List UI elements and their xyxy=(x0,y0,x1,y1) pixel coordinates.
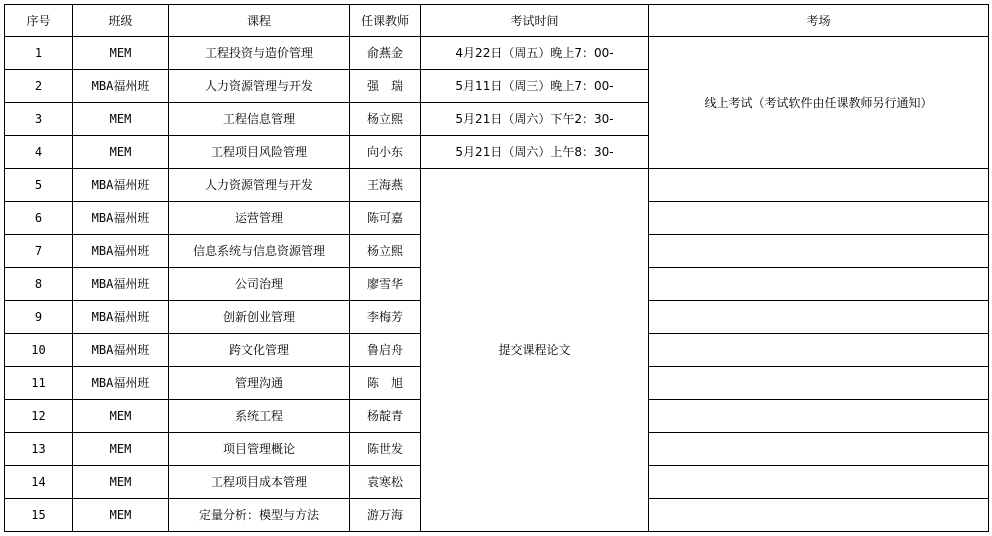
cell-teacher[interactable]: 李梅芳 xyxy=(350,301,421,334)
cell-course[interactable]: 公司治理 xyxy=(169,268,350,301)
cell-teacher[interactable]: 杨靛青 xyxy=(350,400,421,433)
cell-paper-submission[interactable]: 提交课程论文 xyxy=(421,169,649,532)
cell-exam-room-empty[interactable] xyxy=(649,202,989,235)
exam-schedule-table xyxy=(4,4,989,532)
cell-seq[interactable]: 8 xyxy=(5,268,73,301)
cell-seq[interactable]: 1 xyxy=(5,37,73,70)
cell-seq[interactable]: 5 xyxy=(5,169,73,202)
cell-course[interactable]: 项目管理概论 xyxy=(169,433,350,466)
cell-exam-room-empty[interactable] xyxy=(649,334,989,367)
cell-teacher[interactable]: 向小东 xyxy=(350,136,421,169)
cell-course[interactable]: 工程信息管理 xyxy=(169,103,350,136)
cell-course[interactable]: 人力资源管理与开发 xyxy=(169,169,350,202)
table-row xyxy=(5,169,989,202)
cell-exam-time[interactable]: 5月11日（周三）晚上7：00- xyxy=(421,70,649,103)
cell-exam-room-empty[interactable] xyxy=(649,268,989,301)
cell-teacher[interactable]: 俞燕金 xyxy=(350,37,421,70)
header-teacher[interactable]: 任课教师 xyxy=(350,5,421,37)
cell-course[interactable]: 创新创业管理 xyxy=(169,301,350,334)
cell-exam-room-empty[interactable] xyxy=(649,499,989,532)
cell-exam-room-empty[interactable] xyxy=(649,301,989,334)
cell-seq[interactable]: 15 xyxy=(5,499,73,532)
cell-class[interactable]: MBA福州班 xyxy=(73,268,169,301)
cell-class[interactable]: MBA福州班 xyxy=(73,334,169,367)
cell-course[interactable]: 系统工程 xyxy=(169,400,350,433)
header-class[interactable]: 班级 xyxy=(73,5,169,37)
cell-exam-time[interactable]: 4月22日（周五）晚上7：00- xyxy=(421,37,649,70)
cell-teacher[interactable]: 袁寒松 xyxy=(350,466,421,499)
cell-class[interactable]: MBA福州班 xyxy=(73,367,169,400)
header-exam-time[interactable]: 考试时间 xyxy=(421,5,649,37)
cell-exam-room-empty[interactable] xyxy=(649,466,989,499)
cell-exam-time[interactable]: 5月21日（周六）上午8：30- xyxy=(421,136,649,169)
cell-course[interactable]: 跨文化管理 xyxy=(169,334,350,367)
cell-seq[interactable]: 11 xyxy=(5,367,73,400)
cell-exam-room-empty[interactable] xyxy=(649,367,989,400)
cell-class[interactable]: MBA福州班 xyxy=(73,169,169,202)
cell-exam-room-empty[interactable] xyxy=(649,169,989,202)
cell-class[interactable]: MBA福州班 xyxy=(73,70,169,103)
header-row xyxy=(5,5,989,37)
cell-seq[interactable]: 2 xyxy=(5,70,73,103)
header-course[interactable]: 课程 xyxy=(169,5,350,37)
cell-course[interactable]: 人力资源管理与开发 xyxy=(169,70,350,103)
cell-seq[interactable]: 4 xyxy=(5,136,73,169)
cell-teacher[interactable]: 陈世发 xyxy=(350,433,421,466)
cell-teacher[interactable]: 强 瑞 xyxy=(350,70,421,103)
cell-class[interactable]: MEM xyxy=(73,136,169,169)
cell-exam-time[interactable]: 5月21日（周六）下午2：30- xyxy=(421,103,649,136)
cell-class[interactable]: MEM xyxy=(73,37,169,70)
cell-seq[interactable]: 12 xyxy=(5,400,73,433)
cell-class[interactable]: MEM xyxy=(73,103,169,136)
cell-teacher[interactable]: 廖雪华 xyxy=(350,268,421,301)
cell-teacher[interactable]: 游万海 xyxy=(350,499,421,532)
cell-teacher[interactable]: 陈 旭 xyxy=(350,367,421,400)
cell-course[interactable]: 运营管理 xyxy=(169,202,350,235)
cell-course[interactable]: 管理沟通 xyxy=(169,367,350,400)
cell-seq[interactable]: 10 xyxy=(5,334,73,367)
cell-seq[interactable]: 13 xyxy=(5,433,73,466)
cell-course[interactable]: 定量分析：模型与方法 xyxy=(169,499,350,532)
cell-class[interactable]: MBA福州班 xyxy=(73,235,169,268)
table-body xyxy=(5,37,989,532)
cell-teacher[interactable]: 王海燕 xyxy=(350,169,421,202)
cell-teacher[interactable]: 杨立熙 xyxy=(350,103,421,136)
cell-class[interactable]: MEM xyxy=(73,499,169,532)
cell-online-exam-room[interactable]: 线上考试（考试软件由任课教师另行通知） xyxy=(649,37,989,169)
cell-exam-room-empty[interactable] xyxy=(649,235,989,268)
cell-exam-room-empty[interactable] xyxy=(649,400,989,433)
cell-course[interactable]: 工程投资与造价管理 xyxy=(169,37,350,70)
cell-class[interactable]: MEM xyxy=(73,433,169,466)
cell-class[interactable]: MBA福州班 xyxy=(73,301,169,334)
cell-seq[interactable]: 3 xyxy=(5,103,73,136)
cell-class[interactable]: MBA福州班 xyxy=(73,202,169,235)
cell-course[interactable]: 工程项目风险管理 xyxy=(169,136,350,169)
cell-exam-room-empty[interactable] xyxy=(649,433,989,466)
header-seq[interactable]: 序号 xyxy=(5,5,73,37)
cell-teacher[interactable]: 鲁启舟 xyxy=(350,334,421,367)
cell-seq[interactable]: 7 xyxy=(5,235,73,268)
cell-class[interactable]: MEM xyxy=(73,400,169,433)
cell-class[interactable]: MEM xyxy=(73,466,169,499)
header-exam-room[interactable]: 考场 xyxy=(649,5,989,37)
cell-seq[interactable]: 6 xyxy=(5,202,73,235)
table-row xyxy=(5,37,989,70)
cell-course[interactable]: 信息系统与信息资源管理 xyxy=(169,235,350,268)
cell-teacher[interactable]: 陈可嘉 xyxy=(350,202,421,235)
cell-seq[interactable]: 9 xyxy=(5,301,73,334)
cell-seq[interactable]: 14 xyxy=(5,466,73,499)
cell-course[interactable]: 工程项目成本管理 xyxy=(169,466,350,499)
cell-teacher[interactable]: 杨立熙 xyxy=(350,235,421,268)
